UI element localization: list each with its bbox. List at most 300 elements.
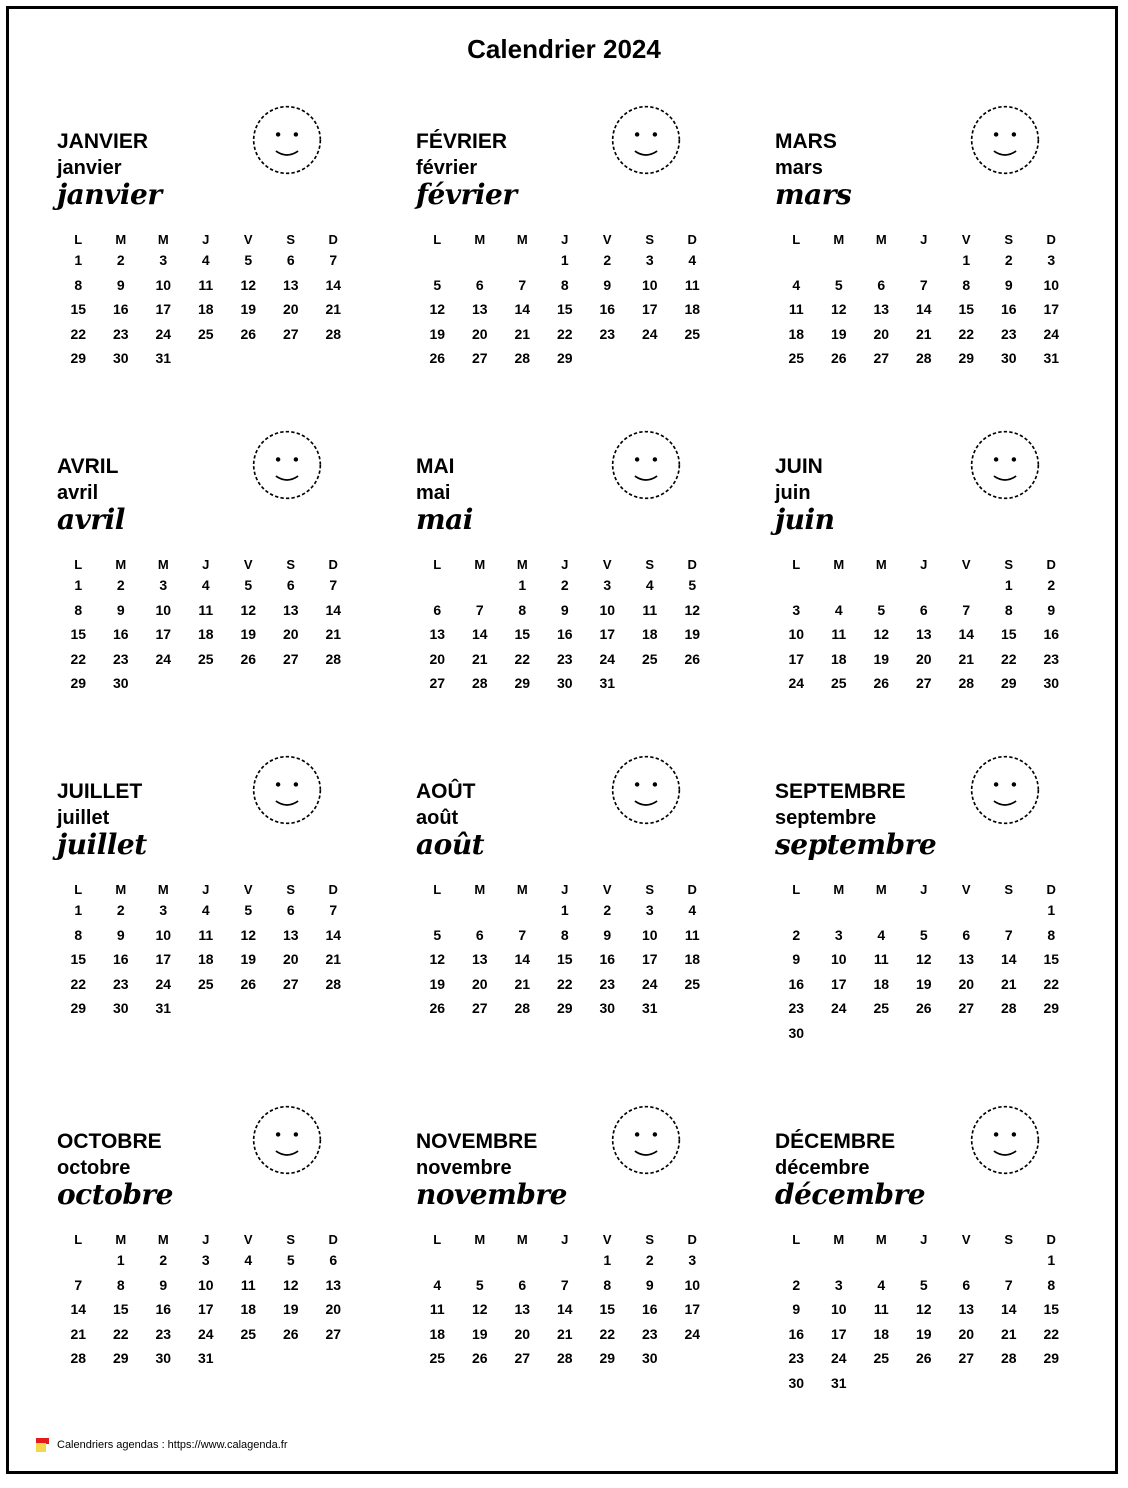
day-cell: 4 [433,1276,442,1293]
day-cell: 15 [1043,1301,1060,1318]
weekday-label: S [1004,1231,1014,1247]
weekday-label: V [961,556,971,572]
day-cell: 13 [873,301,890,318]
day-cell: 26 [830,350,847,367]
day-cell: 11 [831,626,847,643]
day-cell: 16 [599,301,616,318]
day-cell: 15 [514,626,531,643]
day-cell: 17 [830,1325,847,1342]
week-row [775,671,1075,696]
day-cell: 21 [70,1325,87,1342]
day-cell: 9 [560,601,569,618]
day-cell: 8 [962,276,971,293]
month-octobre [57,1130,387,1430]
weekday-label: L [792,881,801,897]
day-cell: 25 [684,325,701,342]
weekday-label: V [961,231,971,247]
day-cell: 22 [70,975,87,992]
day-cell: 19 [915,975,932,992]
day-cell: 20 [471,325,488,342]
day-cell: 18 [197,626,214,643]
day-cell: 25 [197,975,214,992]
day-cell: 9 [1004,276,1013,293]
day-cell: 25 [830,675,847,692]
month-name-upper: AVRIL [57,455,119,478]
weekday-label: M [157,1231,169,1247]
day-cell: 23 [599,975,616,992]
day-cell: 1 [962,252,971,269]
day-cell: 28 [325,650,342,667]
day-cell: 4 [244,1252,253,1269]
month-mars [775,130,1105,430]
day-cell: 18 [830,650,847,667]
day-cell: 27 [514,1350,531,1367]
month-name-upper: NOVEMBRE [416,1130,538,1153]
footer [36,1438,288,1452]
weekday-label: J [202,556,210,572]
calagenda-logo-icon [36,1438,49,1452]
weekday-label: M [474,1231,486,1247]
day-cell: 21 [1000,1325,1017,1342]
day-cell: 11 [198,926,214,943]
day-cell: 4 [645,577,654,594]
weekday-header [775,555,1075,573]
day-cell: 4 [688,902,697,919]
day-cell: 11 [684,926,700,943]
day-cell: 3 [603,577,612,594]
flowers-icon [945,90,1065,190]
day-cell: 17 [197,1301,214,1318]
week-row [416,1273,716,1298]
day-cell: 15 [1043,951,1060,968]
day-cell: 16 [112,301,129,318]
day-cell: 1 [74,902,83,919]
week-row [416,346,716,371]
weekday-label: J [920,231,928,247]
day-cell: 7 [74,1276,83,1293]
week-row [416,647,716,672]
weekday-label: M [157,231,169,247]
day-cell: 12 [471,1301,488,1318]
day-cell: 2 [159,1252,168,1269]
day-grid [775,1230,1075,1395]
day-cell: 30 [641,1350,658,1367]
day-cell: 8 [74,601,83,618]
day-cell: 22 [514,650,531,667]
day-cell: 12 [915,1301,932,1318]
month-name-script: juillet [57,828,147,861]
day-cell: 28 [556,1350,573,1367]
day-cell: 26 [915,1350,932,1367]
weekday-label: S [286,881,296,897]
day-cell: 13 [282,276,299,293]
weekday-header [416,555,716,573]
day-cell: 4 [877,926,886,943]
week-row [775,322,1075,347]
weekday-header [57,555,357,573]
weekday-label: L [74,556,83,572]
week-row [416,1297,716,1322]
pumpkin-icon [227,1090,347,1190]
day-cell: 15 [556,301,573,318]
day-cell: 12 [684,601,701,618]
day-cell: 8 [1047,926,1056,943]
day-cell: 29 [1043,1000,1060,1017]
day-cell: 5 [244,902,253,919]
day-cell: 1 [603,1252,612,1269]
day-cell: 15 [1000,626,1017,643]
weekday-label: J [561,1231,569,1247]
week-row [57,1297,357,1322]
weekday-header [775,880,1075,898]
weekday-label: L [433,1231,442,1247]
day-cell: 14 [514,301,531,318]
month-name-lower: juillet [57,807,110,829]
month-septembre [775,780,1105,1080]
week-row [57,947,357,972]
day-cell: 28 [70,1350,87,1367]
day-cell: 25 [641,650,658,667]
weekday-header [416,1230,716,1248]
week-row [775,898,1075,923]
day-cell: 11 [684,276,700,293]
month-name-upper: JANVIER [57,130,149,153]
weekday-label: S [1004,881,1014,897]
day-cell: 31 [155,350,172,367]
day-cell: 15 [70,951,87,968]
day-cell: 14 [556,1301,573,1318]
day-grid [775,880,1075,1045]
day-cell: 16 [155,1301,172,1318]
day-cell: 8 [74,926,83,943]
day-cell: 3 [834,926,843,943]
day-cell: 21 [471,650,488,667]
weekday-header [57,880,357,898]
day-cell: 10 [599,601,616,618]
day-cell: 31 [155,1000,172,1017]
day-cell: 8 [518,601,527,618]
weekday-label: M [875,881,887,897]
day-cell: 10 [1043,276,1060,293]
day-cell: 13 [514,1301,531,1318]
weekday-label: D [328,1231,338,1247]
day-cell: 21 [325,951,342,968]
day-cell: 9 [792,951,801,968]
day-cell: 30 [788,1024,805,1041]
day-cell: 24 [197,1325,214,1342]
day-cell: 8 [74,276,83,293]
weekday-label: M [474,881,486,897]
week-row [416,598,716,623]
footer-text[interactable]: Calendriers agendas : https://www.calagenda.fr [57,1439,288,1451]
weekday-header [57,1230,357,1248]
week-row [775,996,1075,1021]
day-cell: 3 [201,1252,210,1269]
day-cell: 2 [1047,577,1056,594]
leaves-icon [586,1090,706,1190]
weekday-label: L [433,556,442,572]
day-cell: 12 [873,626,890,643]
day-cell: 21 [325,626,342,643]
weekday-label: M [833,1231,845,1247]
weekday-label: L [792,1231,801,1247]
day-cell: 19 [240,951,257,968]
month-name-script: juin [775,503,835,536]
day-cell: 13 [429,626,446,643]
month-février [416,130,746,430]
day-cell: 31 [641,1000,658,1017]
day-cell: 23 [788,1000,805,1017]
week-row [57,898,357,923]
day-cell: 14 [514,951,531,968]
week-row [775,1371,1075,1396]
day-cell: 30 [788,1374,805,1391]
day-cell: 27 [282,975,299,992]
sun-icon [586,740,706,840]
day-cell: 23 [112,975,129,992]
day-cell: 19 [830,325,847,342]
day-cell: 1 [560,902,569,919]
week-row [775,1248,1075,1273]
day-cell: 10 [788,626,805,643]
weekday-label: L [792,556,801,572]
month-juin [775,455,1105,755]
day-cell: 23 [112,325,129,342]
day-cell: 17 [641,301,658,318]
week-row [775,947,1075,972]
day-cell: 21 [514,325,531,342]
day-cell: 28 [325,975,342,992]
weekday-label: J [202,881,210,897]
week-row [416,1322,716,1347]
weekday-label: S [645,1231,655,1247]
weekday-label: D [1046,1231,1056,1247]
day-cell: 7 [329,577,338,594]
day-cell: 3 [645,252,654,269]
week-row [57,671,357,696]
day-cell: 29 [70,1000,87,1017]
day-grid [416,880,716,1021]
month-name-script: septembre [775,828,937,861]
day-cell: 24 [155,325,172,342]
week-row [416,923,716,948]
day-cell: 28 [514,1000,531,1017]
fish-car-icon [227,415,347,515]
day-cell: 16 [641,1301,658,1318]
week-row [775,1021,1075,1046]
day-cell: 30 [1043,675,1060,692]
weekday-label: L [74,1231,83,1247]
weekday-label: J [920,1231,928,1247]
day-cell: 2 [792,926,801,943]
month-name-lower: mai [416,482,451,504]
weekday-header [57,230,357,248]
month-name-upper: JUILLET [57,780,143,803]
weekday-label: S [286,231,296,247]
day-cell: 9 [116,276,125,293]
day-cell: 22 [1043,975,1060,992]
day-cell: 16 [788,1325,805,1342]
weekday-label: J [202,1231,210,1247]
day-cell: 10 [155,601,172,618]
day-cell: 11 [198,601,214,618]
day-cell: 4 [201,252,210,269]
day-cell: 21 [958,650,975,667]
day-cell: 10 [155,276,172,293]
day-cell: 26 [684,650,701,667]
month-avril [57,455,387,755]
day-cell: 27 [325,1325,342,1342]
day-cell: 11 [240,1276,256,1293]
day-cell: 10 [830,951,847,968]
day-cell: 6 [877,276,886,293]
day-cell: 26 [873,675,890,692]
month-name-lower: avril [57,482,99,504]
day-cell: 28 [958,675,975,692]
weekday-label: M [115,231,127,247]
week-row [775,1273,1075,1298]
week-row [416,898,716,923]
day-cell: 30 [556,675,573,692]
week-row [775,1346,1075,1371]
weekday-label: D [328,556,338,572]
weekday-label: M [516,231,528,247]
weekday-label: V [243,556,253,572]
day-grid [57,555,357,696]
day-cell: 7 [329,252,338,269]
weekday-label: S [1004,556,1014,572]
day-cell: 12 [429,951,446,968]
week-row [57,1346,357,1371]
day-cell: 27 [429,675,446,692]
weekday-label: J [561,556,569,572]
day-cell: 25 [684,975,701,992]
week-row [57,248,357,273]
day-cell: 6 [286,252,295,269]
day-cell: 6 [433,601,442,618]
day-cell: 27 [873,350,890,367]
weekday-label: J [561,881,569,897]
weekday-label: S [645,881,655,897]
day-cell: 18 [684,951,701,968]
day-cell: 28 [471,675,488,692]
day-cell: 24 [1043,325,1060,342]
day-cell: 10 [830,1301,847,1318]
weekday-label: V [602,231,612,247]
month-name-lower: novembre [416,1157,512,1179]
week-row [57,622,357,647]
weekday-label: S [1004,231,1014,247]
day-cell: 29 [599,1350,616,1367]
month-name-upper: OCTOBRE [57,1130,162,1153]
day-cell: 21 [915,325,932,342]
day-cell: 22 [958,325,975,342]
weekday-label: D [687,231,697,247]
day-cell: 22 [70,325,87,342]
day-cell: 9 [603,276,612,293]
day-cell: 20 [282,301,299,318]
day-cell: 31 [1043,350,1060,367]
week-row [57,923,357,948]
day-cell: 5 [286,1252,295,1269]
day-cell: 9 [116,601,125,618]
week-row [416,947,716,972]
day-cell: 8 [1004,601,1013,618]
weekday-label: L [74,881,83,897]
day-cell: 16 [1043,626,1060,643]
day-cell: 12 [830,301,847,318]
day-cell: 4 [201,902,210,919]
weekday-label: L [433,231,442,247]
day-cell: 6 [919,601,928,618]
weekday-label: S [645,231,655,247]
weekday-label: V [602,1231,612,1247]
day-cell: 13 [958,951,975,968]
day-cell: 18 [873,1325,890,1342]
day-cell: 29 [70,350,87,367]
day-cell: 7 [1004,926,1013,943]
day-cell: 17 [788,650,805,667]
day-cell: 7 [1004,1276,1013,1293]
day-cell: 3 [159,252,168,269]
weekday-label: V [961,1231,971,1247]
day-cell: 22 [599,1325,616,1342]
week-row [775,573,1075,598]
weekday-label: V [243,881,253,897]
day-cell: 30 [112,350,129,367]
week-row [775,273,1075,298]
month-name-lower: janvier [57,157,122,179]
month-juillet [57,780,387,1080]
day-cell: 17 [830,975,847,992]
week-row [57,346,357,371]
day-cell: 7 [329,902,338,919]
day-cell: 26 [240,650,257,667]
day-cell: 12 [429,301,446,318]
snowman-icon [227,90,347,190]
day-cell: 19 [282,1301,299,1318]
weekday-label: M [875,231,887,247]
day-cell: 30 [112,675,129,692]
month-name-upper: MARS [775,130,837,153]
week-row [416,1248,716,1273]
day-cell: 1 [74,252,83,269]
day-cell: 2 [603,252,612,269]
day-cell: 1 [518,577,527,594]
weekday-label: D [328,881,338,897]
day-cell: 2 [116,577,125,594]
weekday-label: M [516,1231,528,1247]
day-cell: 14 [325,601,342,618]
day-grid [416,555,716,696]
weekday-label: D [1046,556,1056,572]
day-cell: 18 [788,325,805,342]
day-cell: 12 [915,951,932,968]
day-cell: 15 [958,301,975,318]
day-cell: 2 [560,577,569,594]
day-cell: 8 [1047,1276,1056,1293]
day-cell: 23 [788,1350,805,1367]
week-row [416,622,716,647]
day-cell: 11 [198,276,214,293]
day-cell: 7 [518,926,527,943]
weekday-label: S [286,556,296,572]
weekday-label: M [115,881,127,897]
day-cell: 27 [282,650,299,667]
weekday-label: M [115,556,127,572]
day-cell: 14 [1000,1301,1017,1318]
schoolbag-book-icon [945,740,1065,840]
